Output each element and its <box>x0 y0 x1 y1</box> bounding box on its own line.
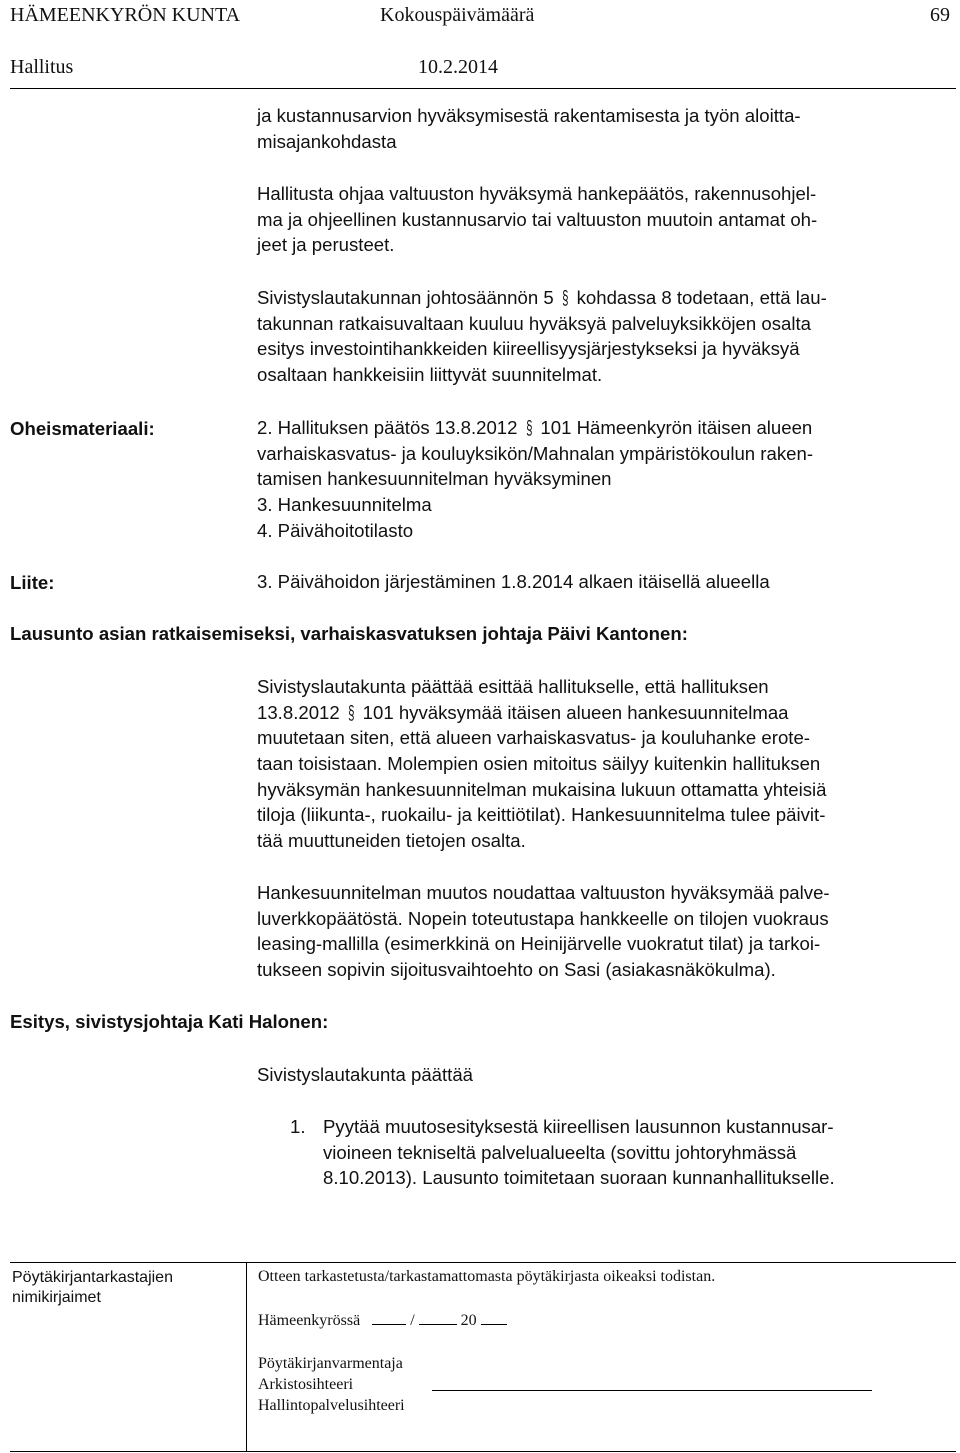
section-sign-icon: § <box>525 418 533 439</box>
lausunto-paragraph-1 <box>257 674 827 854</box>
text-line: hyväksymän hankesuunnitelman mukaisina lukuun ottamatta yhteisiä <box>257 778 827 800</box>
text-line: esitys investointihankkeiden kiireellisyysjärjestykseksi ja hyväksyä <box>257 338 800 360</box>
meeting-body: Hallitus <box>10 56 74 78</box>
lausunto-heading: Lausunto asian ratkaisemiseksi, varhaiskasvatuksen johtaja Päivi Kantonen: <box>10 623 688 644</box>
header-rule <box>10 88 956 89</box>
meeting-date: 10.2.2014 <box>418 56 498 78</box>
text-line: luverkkopäätöstä. Nopein toteutustapa hankkeelle on tilojen vuokraus <box>257 907 829 929</box>
section-sign-icon: § <box>561 288 569 309</box>
month-blank[interactable] <box>419 1310 457 1325</box>
list-item: 3. Hankesuunnitelma <box>257 494 432 516</box>
esitys-intro: Sivistyslautakunta päättää <box>257 1064 474 1085</box>
footer-box <box>10 1262 956 1452</box>
municipality-name: HÄMEENKYRÖN KUNTA <box>10 4 241 26</box>
text-line: takunnan ratkaisuvaltaan kuuluu hyväksyä palveluyksikköjen osalta <box>257 312 812 334</box>
role-archive-secretary: Arkistosihteeri <box>258 1376 354 1393</box>
paragraph-3 <box>257 285 827 388</box>
footer-divider <box>246 1263 247 1451</box>
text-line: tää muuttuneiden tietojen osalta. <box>257 830 526 852</box>
list-item: 2. Hallituksen päätös 13.8.2012 § 101 Hämeenkyrön itäisen alueen <box>257 415 813 441</box>
place-date-line: Hämeenkyrössä / 20 <box>258 1310 507 1330</box>
esitys-label: Esitys, sivistysjohtaja Kati Halonen: <box>10 1011 329 1032</box>
footer-left-label: Pöytäkirjantarkastajien nimikirjaimet <box>12 1269 173 1306</box>
text-line: osaltaan hankkeisiin liittyvät suunnitelmat. <box>257 364 603 386</box>
signature-line[interactable] <box>432 1390 872 1391</box>
text-line: 13.8.2012 § 101 hyväksymää itäisen alueen hankesuunnitelmaa <box>257 700 827 726</box>
liite-item: 3. Päivähoidon järjestäminen 1.8.2014 alkaen itäisellä alueella <box>257 571 770 592</box>
text-line: tamisen hankesuunnitelman hyväksyminen <box>257 468 612 490</box>
role-admin-secretary: Hallintopalvelusihteeri <box>258 1397 405 1414</box>
liite-label: Liite: <box>10 572 55 593</box>
lausunto-paragraph-2 <box>257 880 830 983</box>
verifier-label: Pöytäkirjanvarmentaja <box>258 1355 403 1372</box>
text-line: muutetaan siten, että alueen varhaiskasvatus- ja kouluhanke erote- <box>257 727 810 749</box>
page-number: 69 <box>930 4 950 26</box>
text-line: Pyytää muutosesityksestä kiireellisen lausunnon kustannusar- <box>323 1116 834 1137</box>
text-line: ma ja ohjeellinen kustannusarvio tai valtuuston muutoin antamat oh- <box>257 208 818 230</box>
certification-text: Otteen tarkastetusta/tarkastamattomasta pöytäkirjasta oikeaksi todistan. <box>258 1268 716 1285</box>
text-line: tukseen sopivin sijoitusvaihtoehto on Sasi (asiakasnäkökulma). <box>257 959 776 981</box>
text-line: misajankohdasta <box>257 130 397 152</box>
text-line: varhaiskasvatus- ja kouluyksikön/Mahnalan ympäristökoulun raken- <box>257 442 814 464</box>
year-blank[interactable] <box>481 1310 507 1325</box>
text-line: leasing-mallilla (esimerkkinä on Heinijärvelle vuokratut tilat) ja tarkoi- <box>257 933 821 955</box>
text-line: jeet ja perusteet. <box>257 234 395 256</box>
doc-type: Kokouspäivämäärä <box>380 4 535 26</box>
esitys-item <box>323 1114 835 1191</box>
list-item: 4. Päivähoitotilasto <box>257 519 414 541</box>
text-line: taan toisistaan. Molempien osien mitoitus säilyy kuitenkin hallituksen <box>257 753 821 775</box>
day-blank[interactable] <box>372 1310 406 1325</box>
text-line: ja kustannusarvion hyväksymisestä rakentamisesta ja työn aloitta- <box>257 105 801 126</box>
text-line: Sivistyslautakunta päättää esittää hallitukselle, että hallituksen <box>257 676 769 697</box>
oheismateriaali-list <box>257 415 813 543</box>
paragraph-1 <box>257 103 801 154</box>
text-line: tiloja (liikunta-, ruokailu- ja keittiötilat). Hankesuunnitelma tulee päivit- <box>257 804 826 826</box>
esitys-item-number: 1. <box>290 1116 306 1137</box>
section-sign-icon: § <box>348 702 355 724</box>
text-line: Hallitusta ohjaa valtuuston hyväksymä hankepäätös, rakennusohjel- <box>257 183 817 204</box>
text-line: 8.10.2013). Lausunto toimitetaan suoraan kunnanhallitukselle. <box>323 1167 835 1189</box>
text-line: vioineen tekniseltä palvelualueelta (sovittu johtoryhmässä <box>323 1141 797 1163</box>
verifier-block <box>258 1353 405 1416</box>
paragraph-2 <box>257 181 817 258</box>
oheismateriaali-label: Oheismateriaali: <box>10 418 155 439</box>
text-line: Hankesuunnitelman muutos noudattaa valtuuston hyväksymää palve- <box>257 882 830 903</box>
text-line: Sivistyslautakunnan johtosäännön 5 § kohdassa 8 todetaan, että lau- <box>257 285 827 311</box>
